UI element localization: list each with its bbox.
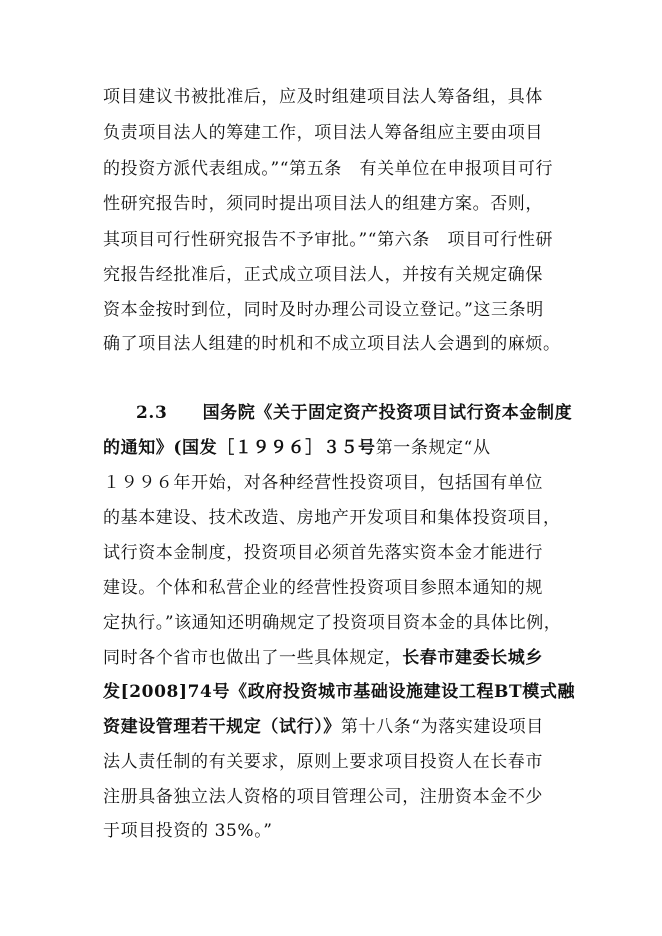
paragraph-1-line-8: 确了项目法人组建的时机和不成立项目法人会遇到的麻烦。	[103, 334, 561, 354]
paragraph-2-line-13: 于项目投资的 35%。”	[103, 821, 273, 841]
regulation-ref-bold: 长春市建委长城乡	[402, 648, 544, 668]
paragraph-2-line-11: 法人责任制的有关要求，原则上要求项目投资人在长春市	[103, 752, 543, 772]
paragraph-1-line-6: 究报告经批准后，正式成立项目法人，并按有关规定确保	[103, 265, 543, 285]
paragraph-2-line-3: １９９６年开始，对各种经营性投资项目，包括国有单位	[103, 473, 543, 493]
paragraph-1-line-2: 负责项目法人的筹建工作，项目法人筹备组应主要由项目	[103, 123, 543, 143]
paragraph-2-line-8	[103, 647, 543, 669]
paragraph-1-line-7: 资本金按时到位，同时及时办理公司设立登记。”这三条明	[103, 300, 544, 320]
paragraph-2-line-7: 定执行。”该通知还明确规定了投资项目资本金的具体比例，	[103, 613, 562, 633]
paragraph-2-line-8-plain: 同时各个省市也做出了一些具体规定，	[103, 648, 403, 668]
paragraph-1-line-1: 项目建议书被批准后，应及时组建项目法人筹备组，具体	[103, 87, 543, 107]
paragraph-2-line-9: 发[2008]74号《政府投资城市基础设施建设工程BT模式融	[103, 682, 576, 702]
paragraph-1-line-3: 的投资方派代表组成。”“第五条 有关单位在申报项目可行	[103, 159, 554, 179]
paragraph-2-line-2	[103, 437, 491, 459]
paragraph-2-line-10	[103, 716, 544, 738]
paragraph-2-line-10-rest: 第十八条“为落实建设项目	[340, 717, 544, 737]
section-heading-2-3: 2.3 国务院《关于固定资产投资项目试行资本金制度	[136, 403, 573, 423]
notice-title-bold: 的通知》(国发［１９９６］３５号	[103, 438, 376, 458]
notice-article-start: 第一条规定“从	[375, 438, 491, 458]
paragraph-2-line-5: 试行资本金制度，投资项目必须首先落实资本金才能进行	[103, 543, 543, 563]
paragraph-1-line-4: 性研究报告时，须同时提出项目法人的组建方案。否则，	[103, 194, 543, 214]
paragraph-1-line-5: 其项目可行性研究报告不予审批。”“第六条 项目可行性研	[103, 230, 554, 250]
paragraph-2-line-6: 建设。个体和私营企业的经营性投资项目参照本通知的规	[103, 578, 543, 598]
regulation-title-bold: 资建设管理若干规定（试行）》	[103, 717, 341, 737]
paragraph-2-line-12: 注册具备独立法人资格的项目管理公司，注册资本金不少	[103, 787, 543, 807]
paragraph-2-line-4: 的基本建设、技术改造、房地产开发项目和集体投资项目，	[103, 508, 561, 528]
